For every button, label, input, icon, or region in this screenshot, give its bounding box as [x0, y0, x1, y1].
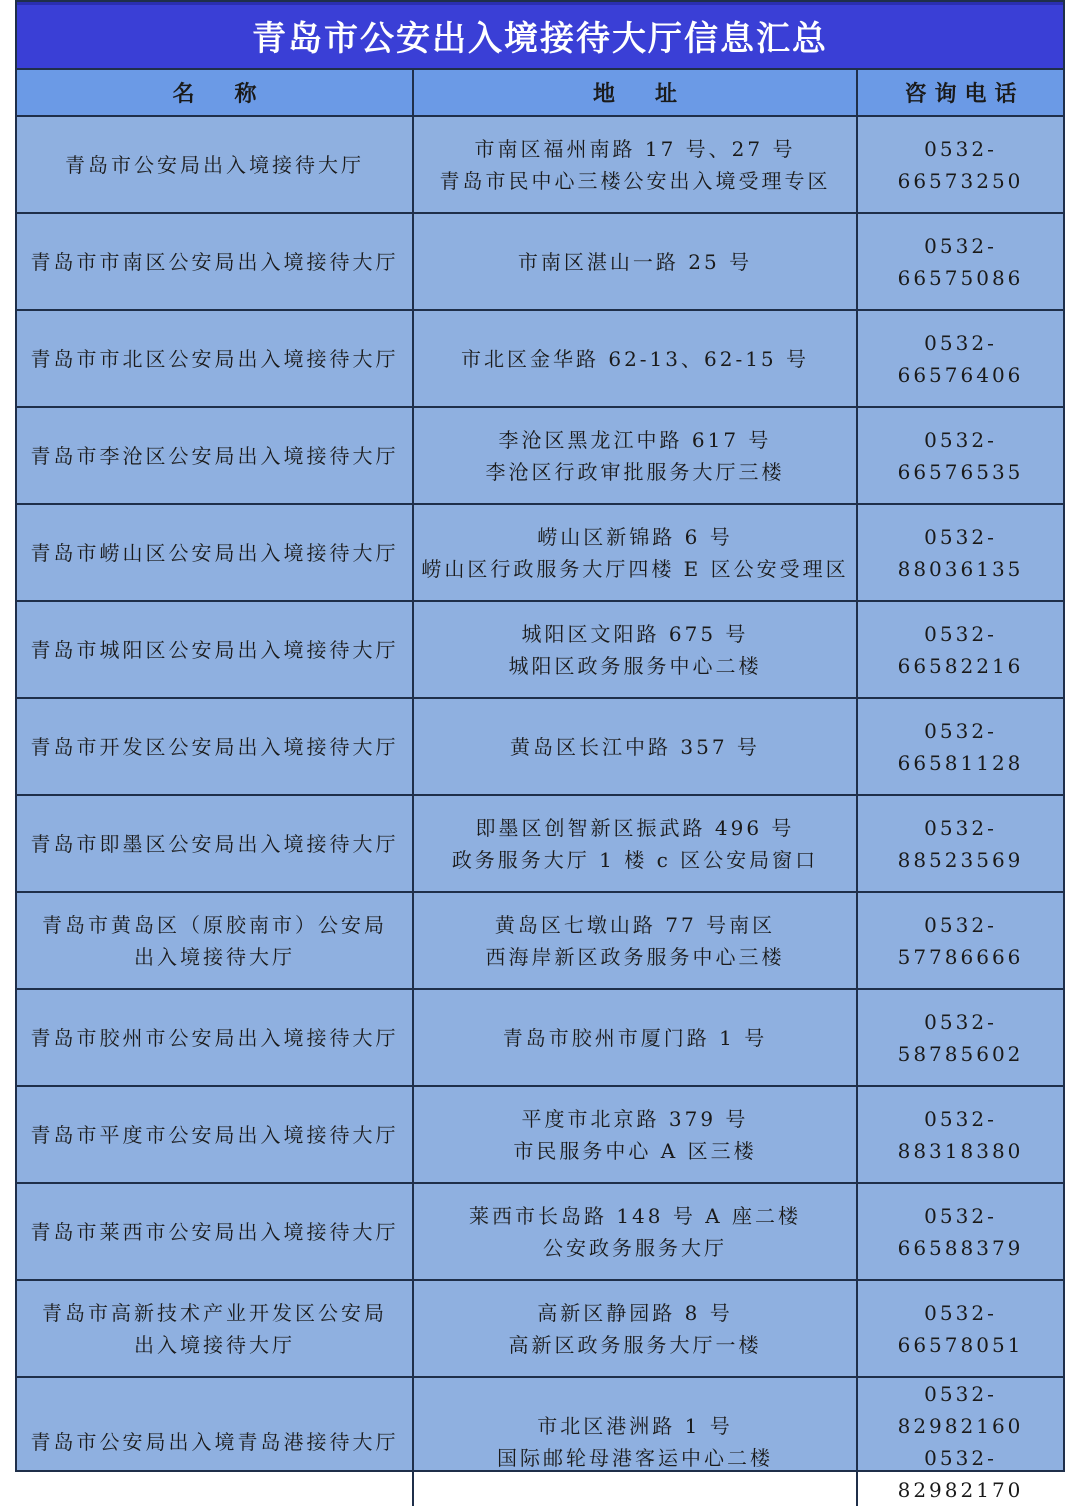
cell-address-line: 即墨区创智新区振武路 496 号 [475, 815, 795, 840]
cell-address-line: 城阳区文阳路 675 号 [521, 621, 749, 646]
cell-address-line: 市民服务中心 A 区三楼 [513, 1138, 757, 1163]
cell-name-line: 青岛市李沧区公安局出入境接待大厅 [30, 443, 399, 468]
table-row [17, 1377, 1063, 1506]
cell-address [413, 1280, 857, 1377]
cell-address-line: 李沧区行政审批服务大厅三楼 [485, 459, 785, 484]
table-row [17, 989, 1063, 1086]
title-bar [17, 2, 1063, 70]
cell-name [17, 601, 413, 698]
cell-name [17, 1377, 413, 1506]
table-row [17, 1086, 1063, 1183]
table-row [17, 892, 1063, 989]
cell-address-line: 高新区政务服务大厅一楼 [508, 1332, 762, 1357]
cell-address-line: 公安政务服务大厅 [543, 1235, 727, 1260]
cell-name-line: 青岛市胶州市公安局出入境接待大厅 [30, 1025, 399, 1050]
cell-address [413, 504, 857, 601]
cell-name-line: 青岛市开发区公安局出入境接待大厅 [30, 734, 399, 759]
cell-address [413, 1086, 857, 1183]
cell-phone [857, 504, 1063, 601]
cell-name-line: 青岛市即墨区公安局出入境接待大厅 [30, 831, 399, 856]
cell-name-line: 青岛市市北区公安局出入境接待大厅 [30, 346, 399, 371]
cell-name-line: 出入境接待大厅 [134, 944, 295, 969]
cell-phone [857, 310, 1063, 407]
header-row [17, 70, 1063, 116]
cell-name-line: 青岛市公安局出入境青岛港接待大厅 [30, 1430, 399, 1454]
cell-name [17, 504, 413, 601]
cell-address [413, 1183, 857, 1280]
cell-phone-line: 0532-66581128 [897, 718, 1024, 775]
cell-phone-line: 0532-66588379 [897, 1203, 1024, 1260]
cell-address-line: 城阳区政务服务中心二楼 [508, 653, 762, 678]
cell-address-line: 市南区福州南路 17 号、27 号 [474, 136, 796, 161]
cell-name [17, 1086, 413, 1183]
cell-address [413, 989, 857, 1086]
cell-phone [857, 795, 1063, 892]
cell-address [413, 892, 857, 989]
title-top-strip [17, 2, 1063, 5]
cell-name [17, 407, 413, 504]
cell-phone [857, 1183, 1063, 1280]
cell-address [413, 310, 857, 407]
cell-phone [857, 1280, 1063, 1377]
cell-name [17, 892, 413, 989]
table-row [17, 310, 1063, 407]
cell-address-line: 黄岛区七墩山路 77 号南区 [494, 912, 776, 937]
cell-address [413, 1377, 857, 1506]
cell-address-line: 高新区静园路 8 号 [537, 1300, 733, 1325]
cell-phone [857, 1086, 1063, 1183]
cell-address [413, 213, 857, 310]
cell-address-line: 国际邮轮母港客运中心二楼 [497, 1446, 773, 1470]
table-row [17, 1280, 1063, 1377]
cell-phone-line: 0532-66575086 [897, 233, 1024, 290]
cell-phone-line: 0532-88036135 [897, 524, 1024, 581]
cell-address-line: 市南区湛山一路 25 号 [517, 249, 753, 274]
cell-phone [857, 989, 1063, 1086]
cell-address-line: 西海岸新区政务服务中心三楼 [485, 944, 785, 969]
cell-name-line: 青岛市平度市公安局出入境接待大厅 [30, 1122, 399, 1147]
cell-name-line: 青岛市城阳区公安局出入境接待大厅 [30, 637, 399, 662]
cell-phone-line: 0532-66582216 [897, 621, 1024, 678]
cell-phone-line: 0532-58785602 [897, 1009, 1024, 1066]
cell-phone-line: 0532-82982170 [897, 1446, 1024, 1502]
cell-name [17, 1280, 413, 1377]
cell-address-line: 市北区港洲路 1 号 [537, 1414, 733, 1438]
header-name: 名称 [17, 70, 413, 116]
halls-table [17, 70, 1063, 1506]
table-row [17, 601, 1063, 698]
cell-phone-line: 0532-82982160 [897, 1382, 1024, 1438]
cell-phone-line: 0532-66578051 [897, 1300, 1024, 1357]
cell-phone [857, 892, 1063, 989]
cell-name [17, 116, 413, 213]
table-row [17, 698, 1063, 795]
cell-phone [857, 601, 1063, 698]
cell-address-line: 政务服务大厅 1 楼 c 区公安局窗口 [451, 847, 819, 872]
cell-address-line: 市北区金华路 62-13、62-15 号 [460, 346, 810, 371]
table-body [17, 116, 1063, 1506]
cell-address-line: 黄岛区长江中路 357 号 [510, 734, 760, 759]
cell-address [413, 698, 857, 795]
cell-name-line: 青岛市市南区公安局出入境接待大厅 [30, 249, 399, 274]
cell-address [413, 407, 857, 504]
cell-name-line: 青岛市莱西市公安局出入境接待大厅 [30, 1219, 399, 1244]
cell-address [413, 795, 857, 892]
page-title: 青岛市公安出入境接待大厅信息汇总 [252, 18, 828, 59]
cell-phone-line: 0532-66576406 [897, 330, 1024, 387]
info-sheet [15, 0, 1065, 1502]
cell-phone [857, 213, 1063, 310]
cell-name [17, 989, 413, 1086]
table-row [17, 407, 1063, 504]
cell-phone [857, 698, 1063, 795]
cell-phone-line: 0532-66573250 [897, 136, 1024, 193]
cell-name [17, 310, 413, 407]
cell-name-line: 出入境接待大厅 [134, 1332, 295, 1357]
cell-phone [857, 116, 1063, 213]
table-row [17, 213, 1063, 310]
cell-name-line: 青岛市公安局出入境接待大厅 [65, 152, 364, 177]
cell-phone [857, 1377, 1063, 1506]
table-row [17, 116, 1063, 213]
cell-address-line: 青岛市民中心三楼公安出入境受理专区 [439, 168, 831, 193]
cell-address-line: 青岛市胶州市厦门路 1 号 [502, 1025, 768, 1050]
cell-phone [857, 407, 1063, 504]
cell-address [413, 601, 857, 698]
cell-name [17, 698, 413, 795]
cell-address-line: 崂山区行政服务大厅四楼 E 区公安受理区 [421, 556, 849, 581]
table-row [17, 504, 1063, 601]
cell-phone-line: 0532-88318380 [897, 1106, 1024, 1163]
cell-name [17, 213, 413, 310]
cell-phone-line: 0532-88523569 [897, 815, 1024, 872]
cell-name-line: 青岛市崂山区公安局出入境接待大厅 [30, 540, 399, 565]
cell-address-line: 李沧区黑龙江中路 617 号 [498, 427, 772, 452]
cell-name-line: 青岛市高新技术产业开发区公安局 [42, 1300, 387, 1325]
cell-name [17, 795, 413, 892]
header-address: 地址 [413, 70, 857, 116]
cell-address-line: 平度市北京路 379 号 [521, 1106, 749, 1131]
cell-address-line: 莱西市长岛路 148 号 A 座二楼 [468, 1203, 802, 1228]
cell-address-line: 崂山区新锦路 6 号 [537, 524, 733, 549]
table-row [17, 795, 1063, 892]
cell-name [17, 1183, 413, 1280]
cell-name-line: 青岛市黄岛区（原胶南市）公安局 [42, 912, 387, 937]
cell-phone-line: 0532-66576535 [897, 427, 1024, 484]
table-row [17, 1183, 1063, 1280]
cell-address [413, 116, 857, 213]
cell-phone-line: 0532-57786666 [897, 912, 1024, 969]
header-phone: 咨询电话 [857, 70, 1063, 116]
